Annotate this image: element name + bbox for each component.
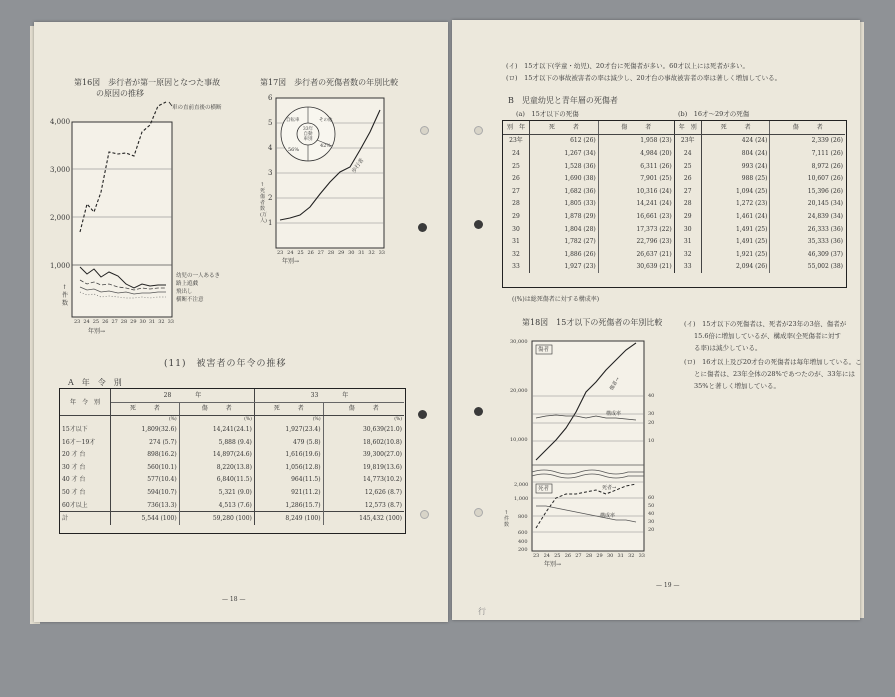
table-cell: 5,888 (9.4) bbox=[179, 436, 254, 449]
note-3b: 15.6倍に増加しているが、構成率(全死傷者に対す bbox=[694, 332, 842, 340]
table-cell: 577(10.4) bbox=[111, 474, 180, 487]
table-b-year-cell: 30 bbox=[674, 223, 701, 236]
table-cell: 145,432 (100) bbox=[323, 512, 404, 525]
table-cell: 6,840(11.5) bbox=[179, 474, 254, 487]
table-cell: 1,461 (24) bbox=[701, 210, 770, 223]
page-number-left: — 18 — bbox=[222, 596, 246, 603]
table-b-head-injured: 傷 者 bbox=[598, 121, 674, 134]
table-cell: 1,094 (25) bbox=[701, 185, 770, 198]
table-cell: 993 (24) bbox=[701, 160, 770, 173]
table-a-age-cell: 15才以下 bbox=[60, 423, 111, 436]
table-cell: 4,513 (7.6) bbox=[179, 499, 254, 512]
fig17-chart bbox=[34, 22, 448, 352]
table-cell: 1,927(23.4) bbox=[254, 423, 323, 436]
table-cell: 35,333 (36) bbox=[807, 238, 843, 246]
table-cell: 8,249 (100) bbox=[254, 512, 323, 525]
fig18-plot-area bbox=[532, 341, 644, 551]
fig17-pie-d: 42% bbox=[320, 143, 332, 149]
fig17-xtick: 30 bbox=[348, 250, 355, 256]
fig17-ytick-4: 4 bbox=[268, 144, 273, 152]
fig18-label-injured: 傷者→ bbox=[608, 376, 622, 392]
fig17-xtick: 23 bbox=[277, 250, 284, 256]
table-a-head-33: 33 年 bbox=[254, 389, 404, 402]
fig18-label-dead: 死者→ bbox=[602, 485, 617, 491]
fig17-xtick: 27 bbox=[317, 250, 324, 256]
table-cell: 59,280 (100) bbox=[179, 512, 254, 525]
fig18-xtick: 23 bbox=[533, 553, 540, 559]
table-a-pct: (%) bbox=[179, 416, 254, 424]
fig18-ytick: 400 bbox=[518, 539, 528, 545]
binding-hole bbox=[420, 126, 429, 135]
fig17-pie-a: 自転車 bbox=[286, 118, 300, 123]
fig16-subtitle: の原因の推移 bbox=[96, 89, 144, 98]
fig16-legend-infant: 幼児の一人あるき bbox=[176, 273, 221, 279]
fig16-xtick: 26 bbox=[102, 319, 109, 325]
table-cell: 1,491 (25) bbox=[701, 235, 770, 248]
fig16-title: 第16図 歩行者が第一原因となつた事故 bbox=[74, 78, 221, 87]
sub-a: (a) 15才以下の死傷 bbox=[516, 110, 579, 118]
table-row bbox=[60, 499, 404, 512]
sub-b: (b) 16才〜29才の死傷 bbox=[678, 110, 750, 118]
note-2: (ロ) 15才以下の事故被害者の率は減少し、20才台の事故被害者の率は著しく増加している。 bbox=[506, 74, 782, 82]
table-cell: 20,145 (34) bbox=[807, 200, 843, 208]
table-row bbox=[60, 474, 404, 487]
fig17-curve-label: 歩行者 bbox=[351, 157, 366, 175]
table-b-year-cell: 28 bbox=[503, 198, 530, 211]
fig18-xtick: 27 bbox=[575, 553, 582, 559]
table-cell: 1,528 (36) bbox=[530, 160, 599, 173]
fig18-xtick: 30 bbox=[606, 553, 614, 559]
table-b-head-year2: 年 別 bbox=[674, 121, 701, 134]
binding-hole bbox=[418, 223, 427, 232]
table-a-header-2 bbox=[60, 402, 404, 416]
table-a-head-28: 28 年 bbox=[111, 389, 255, 402]
table-cell: 736(13.3) bbox=[111, 499, 180, 512]
table-cell: 24,839 (34) bbox=[807, 212, 843, 220]
table-b-note: ((%)は総死傷者に対する構成率) bbox=[512, 296, 600, 303]
table-b-head-dead: 死 者 bbox=[530, 121, 599, 134]
table-row bbox=[60, 461, 404, 474]
table-cell: 1,805 (33) bbox=[530, 198, 599, 211]
table-b-year-cell: 25 bbox=[503, 160, 530, 173]
table-cell: 1,921 (25) bbox=[701, 248, 770, 261]
fig18-xtick: 24 bbox=[543, 553, 550, 559]
table-cell: 15,396 (26) bbox=[807, 187, 843, 195]
fig18-xtick: 32 bbox=[628, 553, 635, 559]
fig17-ytick-3: 3 bbox=[268, 169, 273, 177]
fig18-x-ticks bbox=[533, 553, 645, 559]
table-cell: 26,637 (21) bbox=[598, 248, 674, 261]
fig18-title: 第18図 15才以下の死傷者の年別比較 bbox=[522, 318, 663, 327]
fig18-x-label: 年別→ bbox=[544, 561, 562, 568]
fig17-pie-b: その他 bbox=[319, 118, 333, 123]
table-cell: 19,819(13.6) bbox=[362, 463, 402, 471]
table-b-head-injured: 傷 者 bbox=[770, 121, 845, 134]
table-a-age-cell: 60才以上 bbox=[60, 499, 111, 512]
table-cell: 4,984 (20) bbox=[598, 147, 674, 160]
table-row bbox=[60, 436, 404, 449]
note-3: (イ) 15才以下の死傷者は、死者が23年の3倍、傷者が bbox=[684, 320, 847, 328]
fig18-pct-tick: 60 bbox=[648, 495, 655, 501]
fig16-ytick-3000: 3,000 bbox=[50, 166, 71, 174]
table-cell: 594(10.7) bbox=[111, 486, 180, 499]
note-4: (ロ) 16才以上及び20才台の死傷者は毎年増加している。こ bbox=[684, 358, 862, 366]
fig17-xtick: 33 bbox=[378, 250, 385, 256]
fig18-ytick: 20,000 bbox=[510, 388, 528, 394]
fig17-ytick-2: 2 bbox=[268, 194, 273, 202]
note-4c: 35%と著しく増加している。 bbox=[694, 382, 780, 390]
fig18-pct-tick: 40 bbox=[648, 393, 655, 399]
table-cell: 30,639 (21) bbox=[598, 261, 674, 274]
table-b-head-dead: 死 者 bbox=[701, 121, 770, 134]
fig16-xtick: 31 bbox=[148, 319, 156, 325]
table-cell: 18,602(10.8) bbox=[362, 438, 402, 446]
table-cell: 46,309 (37) bbox=[807, 250, 843, 258]
table-cell: 26,333 (36) bbox=[807, 225, 843, 233]
table-cell: 12,573 (8.7) bbox=[364, 501, 402, 509]
binding-hole bbox=[418, 410, 427, 419]
section-a-title: A 年 令 別 bbox=[68, 378, 122, 387]
table-cell: 424 (24) bbox=[701, 134, 770, 147]
table-cell: 1,056(12.8) bbox=[254, 461, 323, 474]
table-a bbox=[60, 389, 404, 525]
table-b-year-cell: 33 bbox=[503, 261, 530, 274]
table-b-year-cell: 23年 bbox=[503, 134, 530, 147]
fig17-y-unit: ↑死傷者数(万人) bbox=[260, 182, 267, 224]
table-b-year-cell: 24 bbox=[674, 147, 701, 160]
fig16-y-unit: ↑件数 bbox=[62, 284, 69, 307]
table-cell: 5,321 (9.0) bbox=[179, 486, 254, 499]
fig18-xtick: 33 bbox=[638, 553, 645, 559]
fig18-ytick: 10,000 bbox=[510, 437, 528, 443]
fig16-xtick: 25 bbox=[92, 319, 100, 325]
table-cell: 804 (24) bbox=[701, 147, 770, 160]
fig17-xtick: 24 bbox=[287, 250, 294, 256]
left-page bbox=[34, 22, 448, 622]
table-row bbox=[60, 486, 404, 499]
table-cell: 479 (5.8) bbox=[254, 436, 323, 449]
table-b-year-cell: 23年 bbox=[674, 134, 701, 147]
fig16-xtick: 29 bbox=[130, 319, 137, 325]
table-cell: 7,111 (26) bbox=[811, 149, 843, 157]
fig16-line-label: 車の直前直後の横断 bbox=[172, 105, 222, 111]
table-cell: 12,626 (8.7) bbox=[364, 488, 402, 496]
fig18-ytick: 2,000 bbox=[514, 482, 529, 488]
table-a-pct: (%) bbox=[394, 417, 402, 423]
table-b-year-cell: 32 bbox=[674, 248, 701, 261]
table-cell: 1,272 (23) bbox=[701, 198, 770, 211]
table-b-year-cell: 33 bbox=[674, 261, 701, 274]
fig16-xtick: 24 bbox=[83, 319, 90, 325]
table-a-age-cell: 20 才 台 bbox=[60, 448, 111, 461]
fig18-panel-injured: 傷者 bbox=[538, 347, 550, 353]
table-a-head-dead: 死 者 bbox=[254, 402, 323, 416]
table-cell: 14,241 (24) bbox=[598, 198, 674, 211]
table-a-pct-row bbox=[60, 416, 404, 424]
fig17-x-label: 年別→ bbox=[282, 258, 300, 265]
table-b-head-year: 別 年 bbox=[503, 121, 530, 134]
page-number-right: — 19 — bbox=[656, 582, 680, 589]
table-cell: 274 (5.7) bbox=[111, 436, 180, 449]
table-a-head-injured: 傷 者 bbox=[179, 402, 254, 416]
table-cell: 1,886 (26) bbox=[530, 248, 599, 261]
fig18-pct-tick: 30 bbox=[648, 519, 655, 525]
table-b-year-cell: 29 bbox=[674, 210, 701, 223]
table-cell: 55,002 (38) bbox=[807, 263, 843, 271]
table-b-year-cell: 28 bbox=[674, 198, 701, 211]
table-cell: 14,773(10.2) bbox=[362, 476, 402, 484]
table-cell: 1,804 (28) bbox=[530, 223, 599, 236]
fig16-x-label: 年別→ bbox=[88, 328, 106, 335]
table-cell: 8,220(13.8) bbox=[179, 461, 254, 474]
table-b-year-cell: 25 bbox=[674, 160, 701, 173]
table-b-year-cell: 30 bbox=[503, 223, 530, 236]
table-b-year-cell: 31 bbox=[674, 235, 701, 248]
fig16-legend-careless: 横断不注意 bbox=[176, 297, 204, 303]
right-page bbox=[452, 20, 860, 620]
table-row bbox=[60, 423, 404, 436]
table-cell: 988 (25) bbox=[701, 172, 770, 185]
table-cell: 1,491 (25) bbox=[701, 223, 770, 236]
table-cell: 22,796 (23) bbox=[598, 235, 674, 248]
table-cell: 1,682 (36) bbox=[530, 185, 599, 198]
table-cell: 16,661 (23) bbox=[598, 210, 674, 223]
table-cell: 1,690 (38) bbox=[530, 172, 599, 185]
section-11-title: (11) 被害者の年令の推移 bbox=[164, 359, 287, 369]
table-cell: 10,607 (26) bbox=[807, 175, 843, 183]
fig16-xtick: 32 bbox=[158, 319, 165, 325]
fig16-ytick-2000: 2,000 bbox=[50, 214, 71, 222]
fig18-label-rate2: 構成率 bbox=[600, 513, 616, 519]
table-b-year-cell: 31 bbox=[503, 235, 530, 248]
fig18-ytick: 600 bbox=[518, 530, 528, 536]
table-a-age-cell: 40 才 台 bbox=[60, 474, 111, 487]
fig17-ytick-5: 5 bbox=[268, 119, 273, 127]
table-a-age-cell: 計 bbox=[60, 512, 111, 525]
fig17-pie-c: 56% bbox=[288, 147, 300, 153]
table-cell: 1,286(15.7) bbox=[254, 499, 323, 512]
table-b-year-cell: 26 bbox=[503, 172, 530, 185]
table-row bbox=[60, 448, 404, 461]
fig18-ytick: 200 bbox=[518, 547, 528, 553]
table-cell: 5,544 (100) bbox=[111, 512, 180, 525]
fig18-y-unit: ↑件数 bbox=[504, 510, 510, 528]
fig18-xtick: 25 bbox=[554, 553, 561, 559]
table-cell: 14,241(24.1) bbox=[179, 423, 254, 436]
table-cell: 964(11.5) bbox=[254, 474, 323, 487]
table-cell: 1,809(32.6) bbox=[111, 423, 180, 436]
note-1: (イ) 15才以下(学童・幼児)、20才台に死傷者が多い。60才以上には死者が多い。 bbox=[506, 62, 749, 70]
table-cell: 1,267 (34) bbox=[530, 147, 599, 160]
table-b-year-cell: 27 bbox=[503, 185, 530, 198]
fig18-xtick: 29 bbox=[596, 553, 603, 559]
fig18-pct-tick: 40 bbox=[648, 511, 655, 517]
table-cell: 2,094 (26) bbox=[701, 261, 770, 274]
table-cell: 1,927 (23) bbox=[530, 261, 599, 274]
section-b-title: B 児童幼児と青年層の死傷者 bbox=[508, 96, 618, 105]
fig17-xtick: 29 bbox=[337, 250, 345, 256]
table-b-year-cell: 32 bbox=[503, 248, 530, 261]
table-a-head-age: 年 令 別 bbox=[60, 389, 111, 416]
note-4b: とに傷者は、23年全体の28%であつたのが、33年には bbox=[694, 370, 855, 378]
fig17-xtick: 31 bbox=[358, 250, 365, 256]
table-cell: 921(11.2) bbox=[254, 486, 323, 499]
table-b-year-cell: 27 bbox=[674, 185, 701, 198]
table-a-head-dead: 死 者 bbox=[111, 402, 180, 416]
table-cell: 1,878 (29) bbox=[530, 210, 599, 223]
table-cell: 2,339 (26) bbox=[811, 137, 843, 145]
table-b-year-cell: 29 bbox=[503, 210, 530, 223]
table-a-age-cell: 50 才 台 bbox=[60, 486, 111, 499]
fig18-xtick: 28 bbox=[585, 553, 593, 559]
fig18-panel-dead: 死者 bbox=[538, 486, 550, 492]
table-cell: 39,300(27.0) bbox=[362, 451, 402, 459]
table-cell: 17,373 (22) bbox=[598, 223, 674, 236]
table-a-body bbox=[60, 423, 404, 525]
table-cell: 6,311 (26) bbox=[598, 160, 674, 173]
table-a-header-1 bbox=[60, 389, 404, 402]
fig18-ytick: 800 bbox=[518, 514, 528, 520]
fig17-xtick: 25 bbox=[297, 250, 304, 256]
table-a-head-injured: 傷 者 bbox=[323, 402, 404, 416]
fig18-xtick: 31 bbox=[617, 553, 624, 559]
fig18-xtick: 26 bbox=[564, 553, 572, 559]
table-a-pct: (%) bbox=[111, 416, 180, 424]
fig17-xtick: 32 bbox=[368, 250, 375, 256]
fig18-pct-tick: 20 bbox=[648, 527, 655, 533]
table-cell: 1,782 (27) bbox=[530, 235, 599, 248]
table-cell: 7,901 (25) bbox=[598, 172, 674, 185]
fig16-xtick: 23 bbox=[74, 319, 81, 325]
table-cell: 14,897(24.6) bbox=[179, 448, 254, 461]
note-3c: る率)は減少している。 bbox=[694, 344, 762, 352]
table-row bbox=[60, 512, 404, 525]
fig16-legend-dart: 飛出し bbox=[176, 289, 193, 295]
table-cell: 898(16.2) bbox=[111, 448, 180, 461]
table-a-pct: (%) bbox=[254, 416, 323, 424]
table-b-year-cell: 24 bbox=[503, 147, 530, 160]
table-cell: 1,616(19.6) bbox=[254, 448, 323, 461]
fig17-xtick: 28 bbox=[327, 250, 335, 256]
fig16-ytick-4000: 4,000 bbox=[50, 118, 71, 126]
table-a-age-cell: 16才〜19才 bbox=[60, 436, 111, 449]
fig17-ytick-6: 6 bbox=[268, 94, 273, 102]
table-b-year-cell: 26 bbox=[674, 172, 701, 185]
fig16-legend-play: 路上遊戯 bbox=[176, 281, 199, 287]
fig18-ytick: 1,000 bbox=[514, 496, 529, 502]
ink-stamp: 行 bbox=[478, 607, 486, 616]
table-cell: 30,639(21.0) bbox=[362, 425, 402, 433]
table-cell: 10,316 (24) bbox=[598, 185, 674, 198]
fig18-pct-tick: 50 bbox=[648, 503, 655, 509]
fig17-ytick-1: 1 bbox=[268, 219, 273, 227]
fig17-xtick: 26 bbox=[307, 250, 314, 256]
table-cell: 1,958 (23) bbox=[598, 134, 674, 147]
fig16-xtick: 33 bbox=[167, 319, 174, 325]
fig18-pct-tick: 30 bbox=[648, 411, 655, 417]
fig16-ytick-1000: 1,000 bbox=[50, 262, 71, 270]
table-cell: 8,972 (26) bbox=[811, 162, 843, 170]
table-cell: 612 (26) bbox=[530, 134, 599, 147]
table-cell: 560(10.1) bbox=[111, 461, 180, 474]
fig18-label-rate: 構成率 bbox=[606, 411, 622, 417]
fig16-xtick: 27 bbox=[111, 319, 118, 325]
table-a-age-cell: 30 才 台 bbox=[60, 461, 111, 474]
fig16-xtick: 28 bbox=[120, 319, 128, 325]
fig18-pct-tick: 20 bbox=[648, 420, 655, 426]
fig18-pct-tick: 10 bbox=[648, 438, 655, 444]
fig16-xtick: 30 bbox=[139, 319, 146, 325]
binding-hole bbox=[420, 510, 429, 519]
fig17-x-ticks bbox=[277, 250, 385, 256]
fig17-pie-inner-label: 33年自動車別 bbox=[302, 127, 314, 142]
fig17-title: 第17図 歩行者の死傷者数の年別比較 bbox=[260, 78, 399, 87]
fig18-ytick: 30,000 bbox=[510, 339, 528, 345]
